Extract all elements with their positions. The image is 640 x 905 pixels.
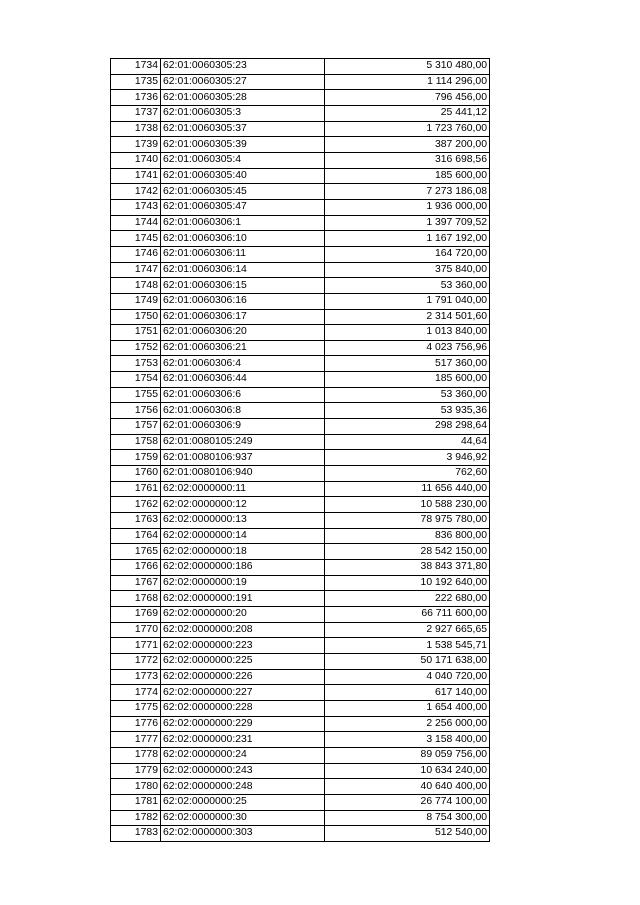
table-row xyxy=(111,74,490,90)
row-number-cell: 1767 xyxy=(111,575,161,591)
cadastral-value-cell: 1 936 000,00 xyxy=(325,199,490,215)
cadastral-number-cell: 62:02:0000000:227 xyxy=(161,685,325,701)
table-row xyxy=(111,466,490,482)
row-number-cell: 1740 xyxy=(111,152,161,168)
cadastral-value-cell: 66 711 600,00 xyxy=(325,606,490,622)
table-row xyxy=(111,794,490,810)
row-number-cell: 1765 xyxy=(111,544,161,560)
cadastral-number-cell: 62:01:0060306:17 xyxy=(161,309,325,325)
cadastral-number-cell: 62:01:0060306:6 xyxy=(161,387,325,403)
cadastral-value-cell: 28 542 150,00 xyxy=(325,544,490,560)
table-row xyxy=(111,826,490,842)
table-row xyxy=(111,653,490,669)
row-number-cell: 1766 xyxy=(111,560,161,576)
row-number-cell: 1772 xyxy=(111,653,161,669)
row-number-cell: 1737 xyxy=(111,105,161,121)
table-row xyxy=(111,59,490,75)
cadastral-number-cell: 62:02:0000000:208 xyxy=(161,622,325,638)
cadastral-number-cell: 62:01:0060305:40 xyxy=(161,168,325,184)
row-number-cell: 1762 xyxy=(111,497,161,513)
cadastral-value-cell: 5 310 480,00 xyxy=(325,59,490,75)
cadastral-number-cell: 62:01:0060305:28 xyxy=(161,90,325,106)
cadastral-value-cell: 1 538 545,71 xyxy=(325,638,490,654)
table-row xyxy=(111,325,490,341)
table-row xyxy=(111,246,490,262)
cadastral-value-cell: 1 723 760,00 xyxy=(325,121,490,137)
row-number-cell: 1744 xyxy=(111,215,161,231)
cadastral-number-cell: 62:01:0060305:39 xyxy=(161,137,325,153)
cadastral-number-cell: 62:01:0060306:14 xyxy=(161,262,325,278)
row-number-cell: 1738 xyxy=(111,121,161,137)
row-number-cell: 1757 xyxy=(111,419,161,435)
row-number-cell: 1748 xyxy=(111,278,161,294)
cadastral-value-cell: 762,60 xyxy=(325,466,490,482)
table-row xyxy=(111,184,490,200)
cadastral-value-cell: 10 192 640,00 xyxy=(325,575,490,591)
row-number-cell: 1775 xyxy=(111,700,161,716)
cadastral-number-cell: 62:02:0000000:13 xyxy=(161,513,325,529)
cadastral-value-cell: 25 441,12 xyxy=(325,105,490,121)
table-row xyxy=(111,356,490,372)
row-number-cell: 1747 xyxy=(111,262,161,278)
cadastral-value-cell: 1 114 296,00 xyxy=(325,74,490,90)
row-number-cell: 1743 xyxy=(111,199,161,215)
table-row xyxy=(111,763,490,779)
row-number-cell: 1777 xyxy=(111,732,161,748)
row-number-cell: 1769 xyxy=(111,606,161,622)
cadastral-number-cell: 62:01:0060306:4 xyxy=(161,356,325,372)
cadastral-value-cell: 10 634 240,00 xyxy=(325,763,490,779)
row-number-cell: 1778 xyxy=(111,747,161,763)
row-number-cell: 1780 xyxy=(111,779,161,795)
cadastral-value-cell: 53 360,00 xyxy=(325,278,490,294)
cadastral-number-cell: 62:02:0000000:226 xyxy=(161,669,325,685)
cadastral-number-cell: 62:01:0080105:249 xyxy=(161,434,325,450)
table-row xyxy=(111,152,490,168)
cadastral-number-cell: 62:02:0000000:243 xyxy=(161,763,325,779)
table-body xyxy=(111,59,490,842)
table-row xyxy=(111,121,490,137)
table-row xyxy=(111,262,490,278)
table-row xyxy=(111,199,490,215)
table-row xyxy=(111,481,490,497)
row-number-cell: 1770 xyxy=(111,622,161,638)
cadastral-value-cell: 1 167 192,00 xyxy=(325,231,490,247)
cadastral-value-cell: 1 654 400,00 xyxy=(325,700,490,716)
cadastral-value-table xyxy=(110,58,490,842)
cadastral-number-cell: 62:01:0060305:27 xyxy=(161,74,325,90)
table-row xyxy=(111,747,490,763)
row-number-cell: 1753 xyxy=(111,356,161,372)
cadastral-number-cell: 62:01:0060306:21 xyxy=(161,340,325,356)
cadastral-value-cell: 8 754 300,00 xyxy=(325,810,490,826)
cadastral-number-cell: 62:01:0080106:937 xyxy=(161,450,325,466)
table-row xyxy=(111,372,490,388)
cadastral-value-cell: 375 840,00 xyxy=(325,262,490,278)
row-number-cell: 1771 xyxy=(111,638,161,654)
cadastral-number-cell: 62:01:0060306:10 xyxy=(161,231,325,247)
table-row xyxy=(111,309,490,325)
cadastral-number-cell: 62:02:0000000:25 xyxy=(161,794,325,810)
table-row xyxy=(111,450,490,466)
cadastral-value-cell: 222 680,00 xyxy=(325,591,490,607)
row-number-cell: 1752 xyxy=(111,340,161,356)
cadastral-number-cell: 62:01:0060306:9 xyxy=(161,419,325,435)
cadastral-value-cell: 10 588 230,00 xyxy=(325,497,490,513)
table-row xyxy=(111,90,490,106)
cadastral-number-cell: 62:01:0060305:23 xyxy=(161,59,325,75)
cadastral-value-cell: 11 656 440,00 xyxy=(325,481,490,497)
table-row xyxy=(111,528,490,544)
cadastral-number-cell: 62:02:0000000:303 xyxy=(161,826,325,842)
cadastral-value-cell: 185 600,00 xyxy=(325,372,490,388)
table-row xyxy=(111,544,490,560)
cadastral-value-cell: 617 140,00 xyxy=(325,685,490,701)
cadastral-value-cell: 1 397 709,52 xyxy=(325,215,490,231)
row-number-cell: 1776 xyxy=(111,716,161,732)
cadastral-number-cell: 62:02:0000000:12 xyxy=(161,497,325,513)
table-row xyxy=(111,560,490,576)
table-row xyxy=(111,293,490,309)
row-number-cell: 1763 xyxy=(111,513,161,529)
cadastral-number-cell: 62:01:0060306:1 xyxy=(161,215,325,231)
cadastral-number-cell: 62:01:0060306:20 xyxy=(161,325,325,341)
cadastral-number-cell: 62:02:0000000:186 xyxy=(161,560,325,576)
table-row xyxy=(111,340,490,356)
cadastral-value-cell: 316 698,56 xyxy=(325,152,490,168)
cadastral-value-cell: 387 200,00 xyxy=(325,137,490,153)
cadastral-value-cell: 1 791 040,00 xyxy=(325,293,490,309)
cadastral-value-cell: 512 540,00 xyxy=(325,826,490,842)
table-row xyxy=(111,591,490,607)
cadastral-number-cell: 62:02:0000000:223 xyxy=(161,638,325,654)
row-number-cell: 1735 xyxy=(111,74,161,90)
cadastral-value-cell: 2 314 501,60 xyxy=(325,309,490,325)
row-number-cell: 1768 xyxy=(111,591,161,607)
cadastral-number-cell: 62:01:0060306:44 xyxy=(161,372,325,388)
cadastral-value-cell: 3 946,92 xyxy=(325,450,490,466)
row-number-cell: 1774 xyxy=(111,685,161,701)
cadastral-number-cell: 62:01:0060305:47 xyxy=(161,199,325,215)
cadastral-value-cell: 185 600,00 xyxy=(325,168,490,184)
table-row xyxy=(111,434,490,450)
cadastral-number-cell: 62:01:0060306:8 xyxy=(161,403,325,419)
row-number-cell: 1758 xyxy=(111,434,161,450)
table-row xyxy=(111,810,490,826)
cadastral-number-cell: 62:02:0000000:191 xyxy=(161,591,325,607)
cadastral-number-cell: 62:01:0080106:940 xyxy=(161,466,325,482)
cadastral-number-cell: 62:01:0060306:16 xyxy=(161,293,325,309)
row-number-cell: 1779 xyxy=(111,763,161,779)
cadastral-value-cell: 89 059 756,00 xyxy=(325,747,490,763)
cadastral-value-cell: 796 456,00 xyxy=(325,90,490,106)
row-number-cell: 1751 xyxy=(111,325,161,341)
cadastral-number-cell: 62:02:0000000:228 xyxy=(161,700,325,716)
table-row xyxy=(111,716,490,732)
cadastral-number-cell: 62:02:0000000:18 xyxy=(161,544,325,560)
cadastral-number-cell: 62:01:0060305:3 xyxy=(161,105,325,121)
cadastral-value-cell: 1 013 840,00 xyxy=(325,325,490,341)
table-row xyxy=(111,513,490,529)
cadastral-number-cell: 62:02:0000000:229 xyxy=(161,716,325,732)
cadastral-value-cell: 4 040 720,00 xyxy=(325,669,490,685)
row-number-cell: 1782 xyxy=(111,810,161,826)
table-row xyxy=(111,278,490,294)
cadastral-number-cell: 62:02:0000000:19 xyxy=(161,575,325,591)
row-number-cell: 1759 xyxy=(111,450,161,466)
row-number-cell: 1736 xyxy=(111,90,161,106)
cadastral-number-cell: 62:02:0000000:231 xyxy=(161,732,325,748)
table-row xyxy=(111,606,490,622)
table-row xyxy=(111,779,490,795)
cadastral-number-cell: 62:02:0000000:14 xyxy=(161,528,325,544)
row-number-cell: 1773 xyxy=(111,669,161,685)
cadastral-value-cell: 2 927 665,65 xyxy=(325,622,490,638)
cadastral-number-cell: 62:01:0060306:11 xyxy=(161,246,325,262)
table-row xyxy=(111,622,490,638)
table-row xyxy=(111,387,490,403)
cadastral-value-cell: 7 273 186,08 xyxy=(325,184,490,200)
table-row xyxy=(111,231,490,247)
row-number-cell: 1755 xyxy=(111,387,161,403)
cadastral-value-cell: 4 023 756,96 xyxy=(325,340,490,356)
table-row xyxy=(111,419,490,435)
cadastral-value-cell: 164 720,00 xyxy=(325,246,490,262)
cadastral-number-cell: 62:01:0060306:15 xyxy=(161,278,325,294)
cadastral-number-cell: 62:02:0000000:11 xyxy=(161,481,325,497)
table-row xyxy=(111,732,490,748)
cadastral-value-cell: 26 774 100,00 xyxy=(325,794,490,810)
table-row xyxy=(111,105,490,121)
cadastral-number-cell: 62:02:0000000:20 xyxy=(161,606,325,622)
cadastral-number-cell: 62:01:0060305:4 xyxy=(161,152,325,168)
row-number-cell: 1750 xyxy=(111,309,161,325)
row-number-cell: 1739 xyxy=(111,137,161,153)
row-number-cell: 1764 xyxy=(111,528,161,544)
table-row xyxy=(111,168,490,184)
cadastral-value-cell: 53 935,36 xyxy=(325,403,490,419)
table-row xyxy=(111,669,490,685)
row-number-cell: 1760 xyxy=(111,466,161,482)
cadastral-value-cell: 38 843 371,80 xyxy=(325,560,490,576)
table-row xyxy=(111,685,490,701)
cadastral-number-cell: 62:02:0000000:225 xyxy=(161,653,325,669)
cadastral-number-cell: 62:02:0000000:24 xyxy=(161,747,325,763)
table-row xyxy=(111,497,490,513)
row-number-cell: 1749 xyxy=(111,293,161,309)
cadastral-value-cell: 298 298,64 xyxy=(325,419,490,435)
cadastral-value-cell: 50 171 638,00 xyxy=(325,653,490,669)
row-number-cell: 1756 xyxy=(111,403,161,419)
cadastral-number-cell: 62:01:0060305:45 xyxy=(161,184,325,200)
row-number-cell: 1781 xyxy=(111,794,161,810)
table-row xyxy=(111,575,490,591)
cadastral-number-cell: 62:01:0060305:37 xyxy=(161,121,325,137)
row-number-cell: 1783 xyxy=(111,826,161,842)
cadastral-number-cell: 62:02:0000000:30 xyxy=(161,810,325,826)
cadastral-value-cell: 78 975 780,00 xyxy=(325,513,490,529)
table-row xyxy=(111,638,490,654)
table-row xyxy=(111,403,490,419)
row-number-cell: 1745 xyxy=(111,231,161,247)
cadastral-value-cell: 2 256 000,00 xyxy=(325,716,490,732)
cadastral-number-cell: 62:02:0000000:248 xyxy=(161,779,325,795)
row-number-cell: 1734 xyxy=(111,59,161,75)
row-number-cell: 1746 xyxy=(111,246,161,262)
cadastral-value-cell: 40 640 400,00 xyxy=(325,779,490,795)
cadastral-value-cell: 836 800,00 xyxy=(325,528,490,544)
cadastral-value-cell: 3 158 400,00 xyxy=(325,732,490,748)
row-number-cell: 1761 xyxy=(111,481,161,497)
cadastral-value-cell: 53 360,00 xyxy=(325,387,490,403)
table-row xyxy=(111,215,490,231)
table-row xyxy=(111,137,490,153)
table-row xyxy=(111,700,490,716)
row-number-cell: 1742 xyxy=(111,184,161,200)
cadastral-value-cell: 517 360,00 xyxy=(325,356,490,372)
row-number-cell: 1741 xyxy=(111,168,161,184)
cadastral-value-cell: 44,64 xyxy=(325,434,490,450)
row-number-cell: 1754 xyxy=(111,372,161,388)
